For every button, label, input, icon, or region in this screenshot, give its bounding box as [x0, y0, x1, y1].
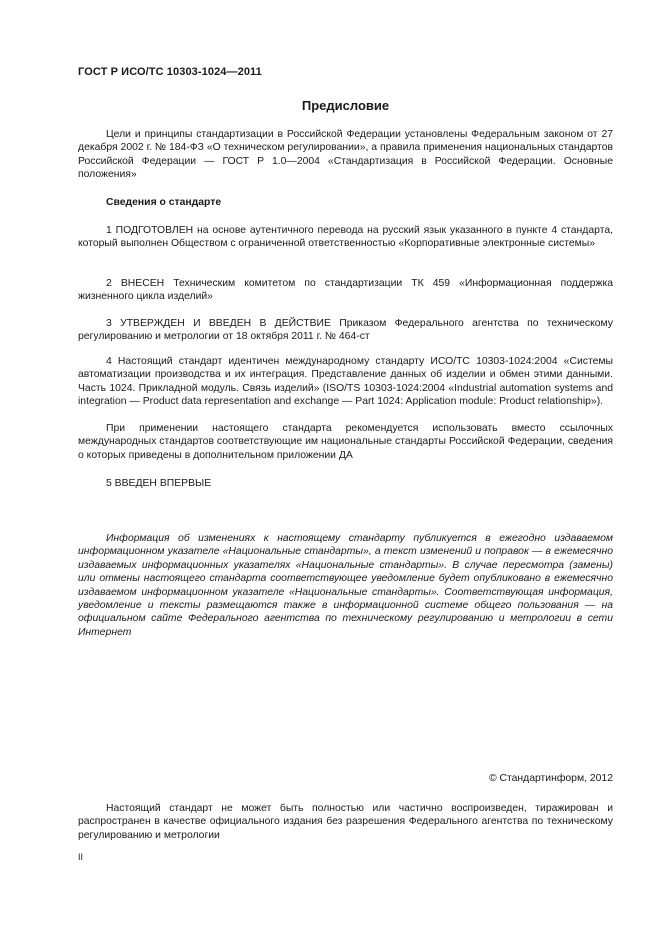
intro-paragraph: Цели и принципы стандартизации в Российской Федерации установлены Федеральным законом от 27 декабря 2002 г. № 184-ФЗ «О техническом регулировании», а правила применения национальных стандартов Российской Федерации — ГОСТ Р 1.0—2004 «Стандартизация в Российской Федерации. Основные положения»	[78, 129, 613, 181]
item-5-paragraph: 5 ВВЕДЕН ВПЕРВЫЕ	[106, 478, 212, 489]
item-1-paragraph: 1 ПОДГОТОВЛЕН на основе аутентичного перевода на русский язык указанного в пункте 4 стандарта, который выполнен Обществом с ограниченной ответственностью «Корпоративные электронные системы»	[78, 225, 613, 250]
document-code-header: ГОСТ Р ИСО/ТС 10303-1024—2011	[78, 66, 262, 78]
reproduction-notice-paragraph: Настоящий стандарт не может быть полностью или частично воспроизведен, тиражирован и распространен в качестве официального издания без разрешения Федерального агентства по техническому регулированию и метрологии	[78, 803, 613, 841]
page-number: II	[78, 852, 84, 862]
copyright-line: © Стандартинформ, 2012	[488, 773, 613, 784]
changes-notice-paragraph: Информация об изменениях к настоящему стандарту публикуется в ежегодно издаваемом информационном указателе «Национальные стандарты», а текст изменений и поправок — в ежемесячно издаваемых информационных указателях «Национальные стандарты». В случае пересмотра (замены) или отмены настоящего стандарта соответствующее уведомление будет опубликовано в ежемесячно издаваемом информационном указателе «Национальные стандарты». Соответствующая информация, уведомление и тексты размещаются также в информационной системе общего пользования — на официальном сайте Федерального агентства по техническому регулированию и метрологии в сети Интернет	[78, 533, 613, 638]
item-3-paragraph: 3 УТВЕРЖДЕН И ВВЕДЕН В ДЕЙСТВИЕ Приказом Федерального агентства по техническому регулированию и метрологии от 18 октября 2011 г. № 464-ст	[78, 318, 613, 343]
item-2-paragraph: 2 ВНЕСЕН Техническим комитетом по стандартизации ТК 459 «Информационная поддержка жизненного цикла изделий»	[78, 278, 613, 303]
item-4-paragraph: 4 Настоящий стандарт идентичен международному стандарту ИСО/ТС 10303-1024:2004 «Системы автоматизации производства и их интеграция. Представление данных об изделии и обмен этими данными. Часть 1024. Прикладной модуль. Связь изделий» (ISO/TS 10303-1024:2004 «Industrial automation systems and integration — Product data representation and exchange — Part 1024: Application module: Product relationship»).	[78, 356, 613, 408]
page-title: Предисловие	[301, 98, 390, 113]
info-heading: Сведения о стандарте	[106, 197, 222, 208]
item-4-note-paragraph: При применении настоящего стандарта рекомендуется использовать вместо ссылочных международных стандартов соответствующие им национальные стандарты Российской Федерации, сведения о которых приведены в дополнительном приложении ДА	[78, 423, 613, 461]
